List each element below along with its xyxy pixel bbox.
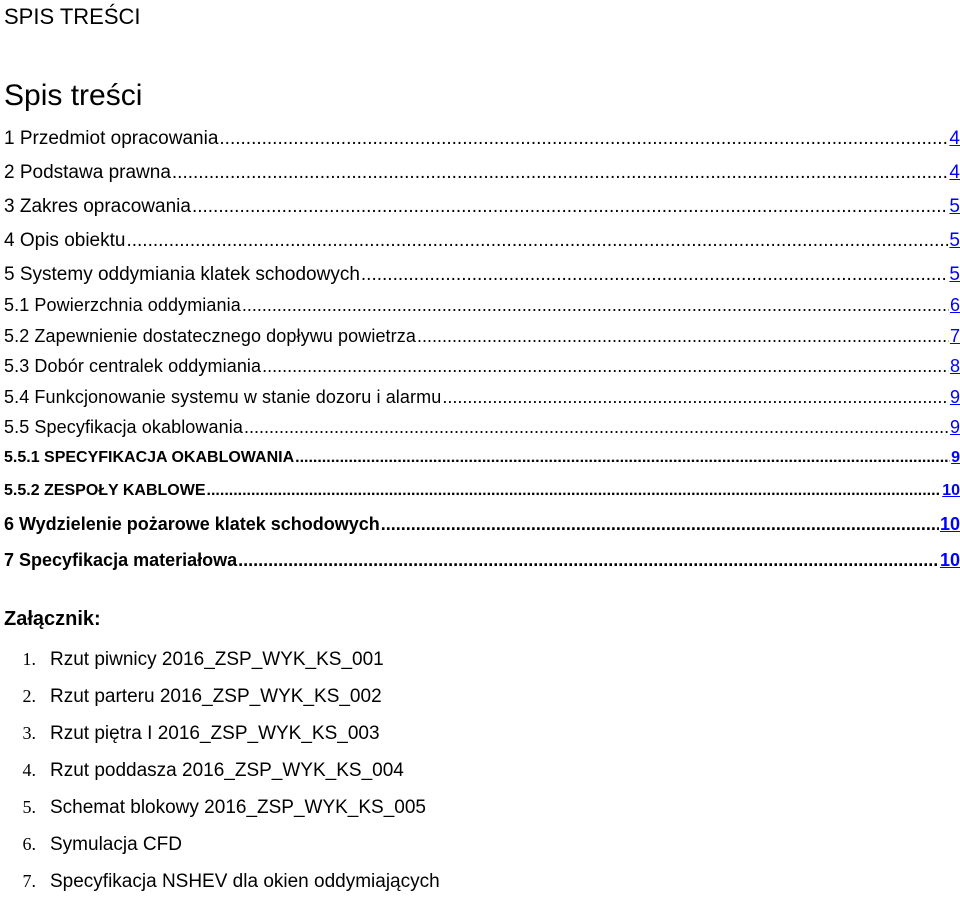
- list-item-text: Rzut poddasza 2016_ZSP_WYK_KS_004: [50, 760, 404, 781]
- dot-leader: [442, 382, 949, 412]
- toc-page-link[interactable]: 8: [949, 356, 960, 376]
- toc-heading: Spis treści: [4, 79, 143, 112]
- toc-entry-5-2: [4, 321, 960, 352]
- table-of-contents: [4, 124, 960, 581]
- toc-entry-label: 5.5.2 ZESPOŁY KABLOWE: [4, 481, 206, 499]
- toc-entry-5: [4, 260, 960, 290]
- toc-entry-5-5-1: [4, 443, 960, 476]
- toc-page-link[interactable]: 10: [939, 513, 960, 534]
- toc-entry-label: 1 Przedmiot opracowania: [4, 128, 219, 149]
- attachment-list: [0, 642, 440, 901]
- toc-page-link[interactable]: 9: [949, 417, 960, 437]
- dot-leader: [242, 290, 949, 320]
- list-item-text: Rzut piwnicy 2016_ZSP_WYK_KS_001: [50, 649, 384, 670]
- dot-leader: [207, 476, 942, 506]
- list-item-number: 1.: [22, 649, 36, 669]
- dot-leader: [192, 192, 948, 222]
- toc-page-link[interactable]: 6: [949, 295, 960, 315]
- toc-entry-5-5-2: [4, 476, 960, 509]
- toc-entry-label: 5 Systemy oddymiania klatek schodowych: [4, 264, 360, 285]
- list-item-text: Symulacja CFD: [50, 834, 182, 855]
- list-item-number: 3.: [22, 723, 36, 743]
- toc-entry-label: 4 Opis obiektu: [4, 230, 126, 251]
- toc-page-link[interactable]: 5: [949, 264, 960, 285]
- dot-leader: [262, 351, 949, 381]
- toc-entry-3: [4, 192, 960, 226]
- toc-entry-5-4: [4, 382, 960, 413]
- toc-entry-label: 7 Specyfikacja materiałowa: [4, 549, 238, 570]
- dot-leader: [238, 545, 939, 575]
- toc-entry-label: 6 Wydzielenie pożarowe klatek schodowych: [4, 513, 380, 534]
- toc-entry-5-5: [4, 412, 960, 443]
- toc-entry-label: 5.5.1 SPECYFIKACJA OKABLOWANIA: [4, 448, 295, 466]
- dot-leader: [172, 158, 949, 188]
- attachments-heading: Załącznik:: [4, 608, 101, 630]
- toc-entry-7: [4, 545, 960, 581]
- list-item: [0, 753, 440, 790]
- list-item: [0, 716, 440, 753]
- toc-page-link[interactable]: 5: [949, 230, 960, 251]
- dot-leader: [244, 412, 949, 442]
- dot-leader: [219, 124, 948, 154]
- list-item-number: 7.: [22, 871, 36, 891]
- toc-entry-label: 5.3 Dobór centralek oddymiania: [4, 356, 262, 376]
- dot-leader: [417, 321, 949, 351]
- list-item: [0, 864, 440, 901]
- toc-entry-label: 5.5 Specyfikacja okablowania: [4, 417, 243, 437]
- list-item: [0, 790, 440, 827]
- dot-leader: [361, 260, 949, 290]
- list-item-number: 4.: [22, 760, 36, 780]
- toc-entry-6: [4, 509, 960, 545]
- toc-page-link[interactable]: 9: [949, 386, 960, 407]
- dot-leader: [381, 509, 939, 539]
- list-item-text: Rzut parteru 2016_ZSP_WYK_KS_002: [50, 686, 382, 707]
- toc-entry-2: [4, 158, 960, 192]
- dot-leader: [126, 226, 948, 256]
- toc-page-link[interactable]: 9: [951, 448, 960, 466]
- toc-entry-label: 5.1 Powierzchnia oddymiania: [4, 295, 241, 315]
- dot-leader: [295, 443, 950, 473]
- toc-page-link[interactable]: 10: [942, 481, 960, 499]
- list-item-number: 2.: [22, 686, 36, 706]
- toc-entry-label: 3 Zakres opracowania: [4, 196, 191, 217]
- toc-entry-5-3: [4, 351, 960, 382]
- document-header-title: SPIS TREŚCI: [4, 4, 141, 29]
- list-item-text: Specyfikacja NSHEV dla okien oddymiających: [50, 871, 440, 892]
- toc-entry-1: [4, 124, 960, 158]
- toc-entry-4: [4, 226, 960, 260]
- toc-entry-label: 5.2 Zapewnienie dostatecznego dopływu powietrza: [4, 325, 416, 346]
- list-item: [0, 642, 440, 679]
- list-item: [0, 827, 440, 864]
- toc-page-link[interactable]: 4: [949, 128, 960, 149]
- toc-page-link[interactable]: 10: [939, 549, 960, 570]
- toc-entry-label: 2 Podstawa prawna: [4, 162, 171, 183]
- list-item-number: 6.: [22, 834, 36, 854]
- list-item-number: 5.: [22, 797, 36, 817]
- list-item-text: Schemat blokowy 2016_ZSP_WYK_KS_005: [50, 797, 426, 818]
- toc-entry-5-1: [4, 290, 960, 321]
- toc-page-link[interactable]: 5: [949, 196, 960, 217]
- toc-page-link[interactable]: 4: [949, 162, 960, 183]
- list-item-text: Rzut piętra I 2016_ZSP_WYK_KS_003: [50, 723, 380, 744]
- toc-entry-label: 5.4 Funkcjonowanie systemu w stanie dozoru i alarmu: [4, 386, 442, 407]
- list-item: [0, 679, 440, 716]
- toc-page-link[interactable]: 7: [949, 325, 960, 346]
